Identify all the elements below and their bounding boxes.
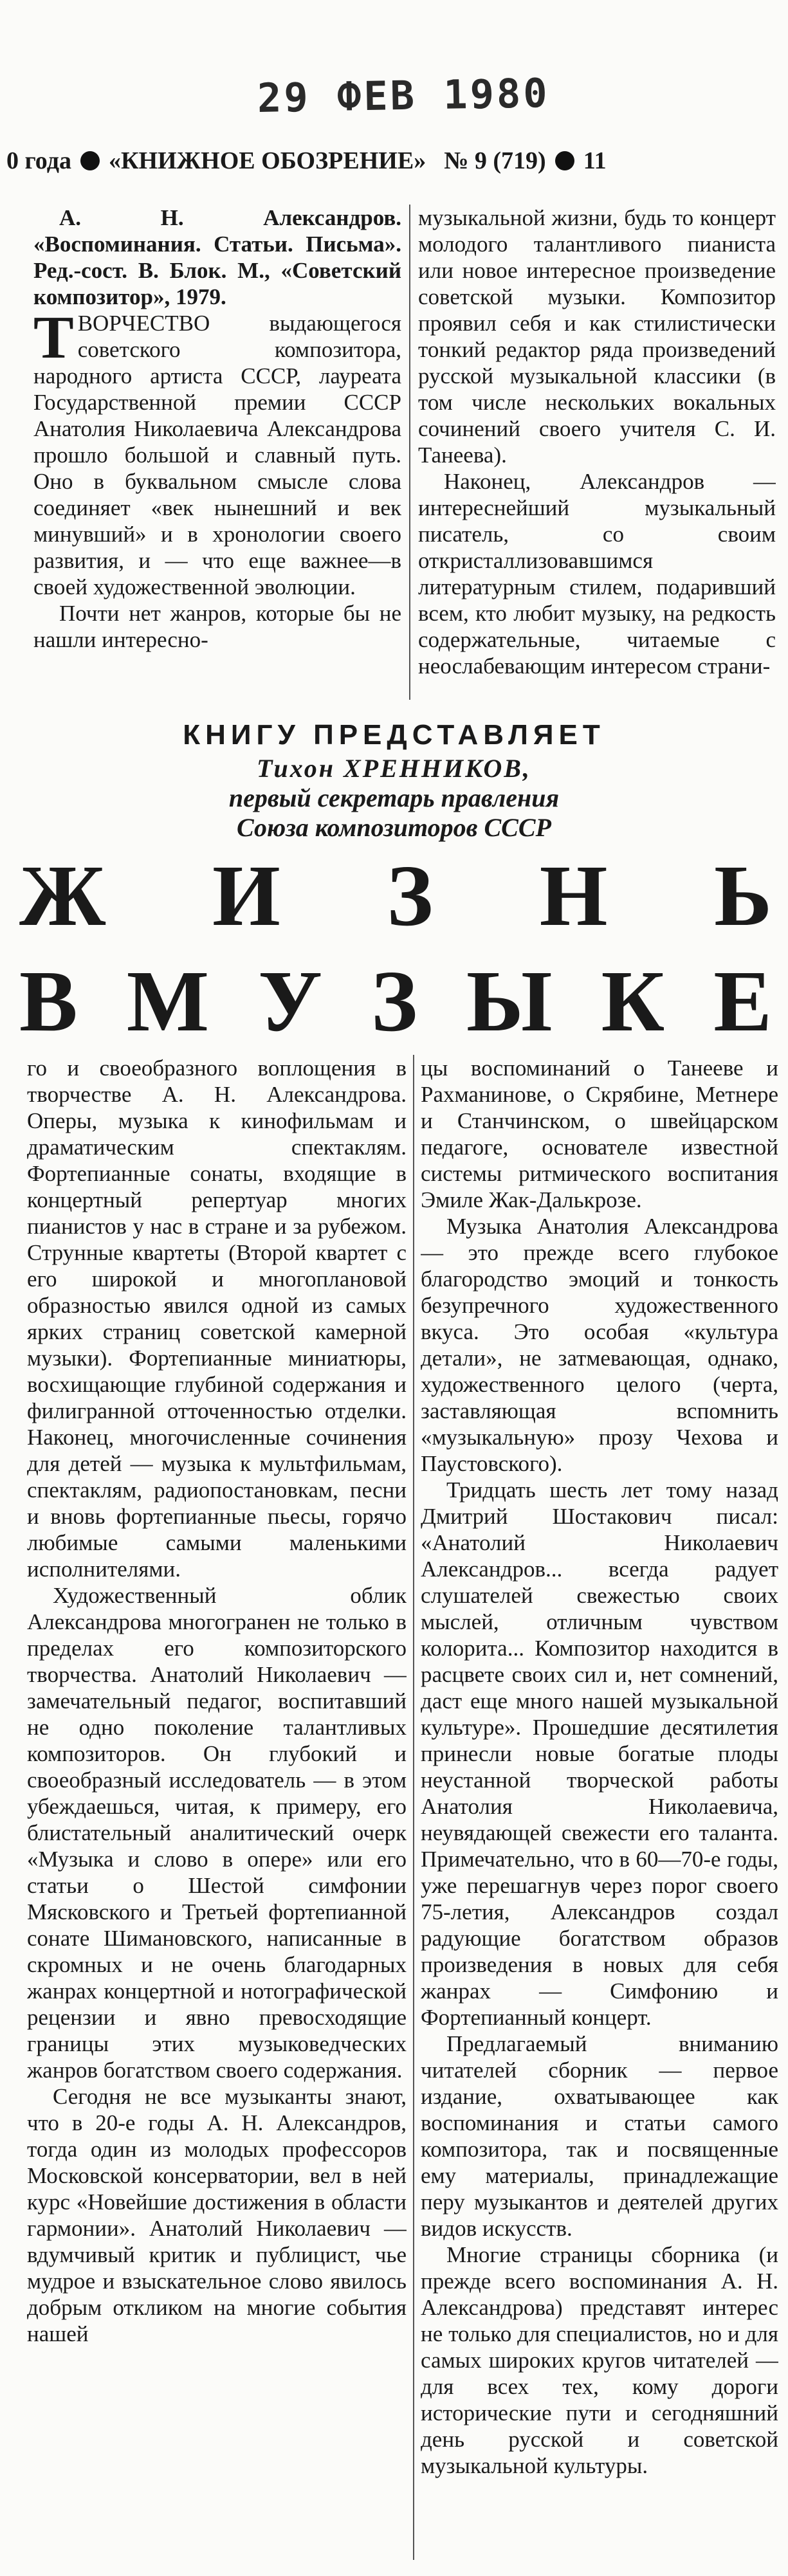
date-stamp: 29 ФЕВ 1980 [257,69,551,122]
header-left: 0 года [6,147,71,174]
paragraph: музыкальной жизни, будь то концерт молодого талантливого пианиста или новое интересное произведение советской музыки. Композитор проявил себя и как стилистически тонкий редактор ряда произведений русской музыкальной классики (в том числе нескольких вокальных сочинений своего учителя С. И. Танеева). [418,205,776,468]
paragraph [33,304,401,600]
paragraph-text: ВОРЧЕСТВО выдающегося советского композитора, народного артиста СССР, лауреата Государственной премии СССР Анатолия Николаевича Александрова прошло большой и славный путь. Оно в буквальном смысле слова соединяет «век нынешний и век минувший» и в хронологии своего развития, и — что еще важнее—в своей художественной эволюции. [33,311,401,599]
headline-line-1 [19,848,772,944]
headline-letter: У [258,953,323,1050]
presents-label: КНИГУ ПРЕДСТАВЛЯЕТ [183,719,605,751]
author-title-2: Союза композиторов СССР [237,813,551,842]
bullet-dot [555,151,574,170]
author-name: Тихон ХРЕННИКОВ, [257,754,531,783]
paragraph: Почти нет жанров, которые бы не нашли интересно- [33,601,401,652]
author-block [0,754,788,843]
paragraph: Тридцать шесть лет тому назад Дмитрий Шостакович писал: «Анатолий Николаевич Александров... всегда радует слушателей свежестью своих мыслей, отличным чувством колорита... Композитор находится в расцвете своих сил и, нет сомнений, даст еще много нашей музыкальной культуре». Прошедшие десятилетия принесли новые богатые плоды неустанной творческой работы Анатолия Николаевича, неувядающей свежести его таланта. Примечательно, что в 60—70-е годы, уже перешагнув через порог своего 75-летия, Александров создал радующие богатством образов произведения в новых для себя жанрах — Симфонию и Фортепианный концерт. [421,1477,778,2030]
paragraph: Художественный облик Александрова многогранен не только в пределах его композиторского творчества. Анатолий Николаевич — замечательный педагог, воспитавший не одно поколение талантливых композиторов. Он глубокий и своеобразный исследователь — в этом убеждаешься, читая, к примеру, его блистательный аналитический очерк «Музыка и слово в опере» или его статьи о Шестой симфонии Мясковского и Третьей фортепианной сонате Шимановского, написанные в скромных и не очень благодарных жанрах концертной и нотографической рецензии и явно превосходящие границы этих музыковедческих жанров богатством своего содержания. [27,1583,407,2083]
paragraph: Многие страницы сборника (и прежде всего воспоминания А. Н. Александрова) представят интерес не только для специалистов, но и для самых широких кругов читателей — для всех тех, кому дороги исторические пути и сегодняшний день русской и советской музыкальной культуры. [421,2242,778,2478]
column-4 [421,1055,778,2573]
headline-letter: Н [539,848,608,944]
publication-name: «КНИЖНОЕ ОБОЗРЕНИЕ» [108,147,426,174]
headline-letter: В [19,953,78,1050]
headline-letter: Ы [466,953,553,1050]
paragraph: Предлагаемый вниманию читателей сборник — первое издание, охватывающее как воспоминания и статьи самого композитора, так и посвященные ему материалы, принадлежащие перу музыкантов и деятелей других видов искусств. [421,2031,778,2241]
bullet-dot [80,151,100,170]
headline-line-2 [19,953,772,1050]
headline-letter: З [387,848,434,944]
headline-letter: Ж [19,848,106,944]
column-1 [33,205,401,701]
paragraph: Сегодня не все музыканты знают, что в 20-е годы А. Н. Александров, тогда один из молодых профессоров Московской консерватории, вел в ней курс «Новейшие достижения в области гармонии». Анатолий Николаевич — вдумчивый критик и публицист, чье мудрое и взыскательное слово явилось добрым откликом на многие события нашей [27,2084,407,2346]
headline-letter: К [601,953,665,1050]
headline-letter: Е [713,953,772,1050]
page-header [6,147,782,175]
drop-cap: Т [33,304,74,371]
column-divider [413,1055,414,2560]
page-number: 11 [583,147,607,174]
headline-letter: И [212,848,280,944]
column-divider [409,205,410,700]
issue-number: № 9 (719) [444,147,546,174]
author-title-1: первый секретарь правления [228,783,560,812]
paragraph: Наконец, Александров — интереснейший музыкальный писатель, со своим откристаллизовавшимся литературным стилем, подаривший всем, кто любит музыку, на редкость содержательные, читаемые с неослабевающим интересом страни- [418,469,776,679]
paragraph: го и своеобразного воплощения в творчестве А. Н. Александрова. Оперы, музыка к кинофильмам и драматическим спектаклям. Фортепианные сонаты, входящие в концертный репертуар многих пианистов у нас в стране и за рубежом. Струнные квартеты (Второй квартет с его широкой и многоплановой образностью явился одной из самых ярких страниц советской камерной музыки). Фортепианные миниатюры, восхищающие глубиной содержания и филигранной отточенностью отделки. Наконец, многочисленные сочинения для детей — музыка к мультфильмам, спектаклям, радиопостановкам, песни и вновь фортепианные пьесы, горячо любимые самыми маленькими исполнителями. [27,1055,407,1582]
paragraph: цы воспоминаний о Танееве и Рахманинове, о Скрябине, Метнере и Станчинском, о швейцарском педагоге, основателе известной системы ритмического воспитания Эмиле Жак-Далькрозе. [421,1055,778,1212]
headline-letter: М [126,953,210,1050]
paragraph: Музыка Анатолия Александрова — это прежде всего глубокое благородство эмоций и тонкость безупречного художественного вкуса. Это особая «культура детали», не затмевающая, однако, художественного целого (черта, заставляющая вспомнить «музыкальную» прозу Чехова и Паустовского). [421,1214,778,1476]
article-byline: А. Н. Александров. «Воспоминания. Статьи. Письма». Ред.-сост. В. Блок. М., «Советский композитор», 1979. [33,205,401,309]
column-2 [418,205,776,701]
headline-letter: З [371,953,417,1050]
headline-letter: Ь [714,848,772,944]
column-3 [27,1055,407,2573]
